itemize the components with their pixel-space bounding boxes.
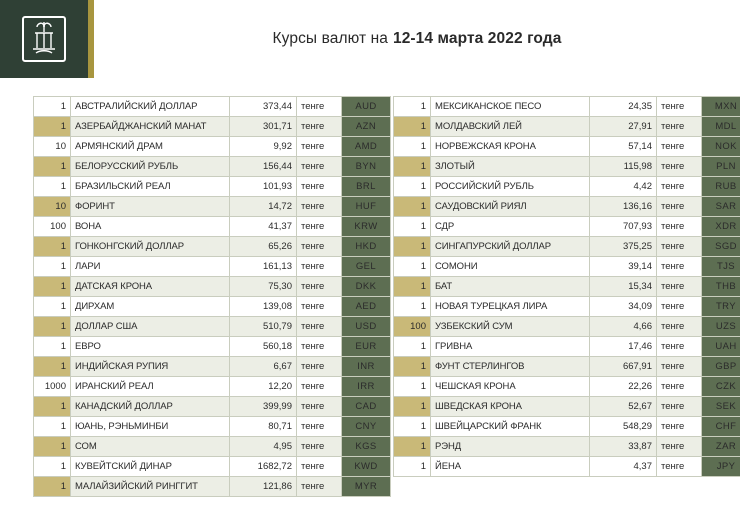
table-row — [34, 397, 391, 417]
currency-unit-label: тенге — [657, 297, 702, 317]
currency-rate-value: 510,79 — [230, 317, 297, 337]
currency-code: SAR — [702, 197, 740, 217]
currency-name: ЧЕШСКАЯ КРОНА — [431, 377, 590, 397]
currency-rate-value: 139,08 — [230, 297, 297, 317]
table-row — [394, 237, 740, 257]
table-row — [34, 277, 391, 297]
currency-rate-value: 667,91 — [590, 357, 657, 377]
currency-name: КУВЕЙТСКИЙ ДИНАР — [71, 457, 230, 477]
currency-quantity: 10 — [34, 197, 71, 217]
currency-unit-label: тенге — [657, 337, 702, 357]
currency-code: PLN — [702, 157, 740, 177]
table-row — [394, 417, 740, 437]
currency-unit-label: тенге — [297, 217, 342, 237]
currency-quantity: 1 — [34, 97, 71, 117]
currency-name: СОМОНИ — [431, 257, 590, 277]
currency-code: CAD — [342, 397, 391, 417]
currency-rate-value: 375,25 — [590, 237, 657, 257]
currency-quantity: 1 — [394, 417, 431, 437]
rates-table-left — [33, 96, 378, 497]
currency-name: АЗЕРБАЙДЖАНСКИЙ МАНАТ — [71, 117, 230, 137]
currency-unit-label: тенге — [297, 177, 342, 197]
currency-rate-value: 15,34 — [590, 277, 657, 297]
table-row — [394, 97, 740, 117]
currency-name: ГОНКОНГСКИЙ ДОЛЛАР — [71, 237, 230, 257]
currency-rate-value: 9,92 — [230, 137, 297, 157]
currency-rate-value: 115,98 — [590, 157, 657, 177]
currency-name: ЛАРИ — [71, 257, 230, 277]
currency-quantity: 100 — [394, 317, 431, 337]
currency-unit-label: тенге — [297, 457, 342, 477]
table-row — [394, 397, 740, 417]
currency-code: DKK — [342, 277, 391, 297]
currency-name: УЗБЕКСКИЙ СУМ — [431, 317, 590, 337]
currency-name: ДАТСКАЯ КРОНА — [71, 277, 230, 297]
currency-quantity: 1 — [394, 217, 431, 237]
currency-rate-value: 57,14 — [590, 137, 657, 157]
currency-code: HUF — [342, 197, 391, 217]
currency-name: РЭНД — [431, 437, 590, 457]
table-row — [34, 197, 391, 217]
currency-rate-value: 548,29 — [590, 417, 657, 437]
table-row — [394, 317, 740, 337]
currency-rate-value: 301,71 — [230, 117, 297, 137]
currency-name: ДОЛЛАР США — [71, 317, 230, 337]
currency-unit-label: тенге — [297, 97, 342, 117]
currency-quantity: 1 — [34, 337, 71, 357]
currency-code: BRL — [342, 177, 391, 197]
currency-rate-value: 4,37 — [590, 457, 657, 477]
page-title-plain: Курсы валют на — [272, 30, 388, 47]
currency-quantity: 1000 — [34, 377, 71, 397]
table-row — [34, 137, 391, 157]
currency-code: KWD — [342, 457, 391, 477]
currency-quantity: 1 — [34, 397, 71, 417]
currency-code: TJS — [702, 257, 740, 277]
currency-quantity: 1 — [394, 277, 431, 297]
table-row — [34, 297, 391, 317]
currency-rate-value: 373,44 — [230, 97, 297, 117]
currency-quantity: 1 — [394, 137, 431, 157]
currency-name: САУДОВСКИЙ РИЯЛ — [431, 197, 590, 217]
currency-quantity: 1 — [394, 437, 431, 457]
currency-quantity: 1 — [394, 257, 431, 277]
table-row — [394, 357, 740, 377]
currency-name: БЕЛОРУССКИЙ РУБЛЬ — [71, 157, 230, 177]
currency-unit-label: тенге — [297, 477, 342, 497]
currency-rate-value: 4,42 — [590, 177, 657, 197]
currency-quantity: 1 — [34, 357, 71, 377]
table-row — [394, 217, 740, 237]
currency-code: EUR — [342, 337, 391, 357]
currency-quantity: 100 — [34, 217, 71, 237]
currency-unit-label: тенге — [297, 277, 342, 297]
currency-name: КАНАДСКИЙ ДОЛЛАР — [71, 397, 230, 417]
table-row — [34, 457, 391, 477]
currency-code: UZS — [702, 317, 740, 337]
currency-name: ГРИВНА — [431, 337, 590, 357]
currency-code: RUB — [702, 177, 740, 197]
table-row — [394, 257, 740, 277]
currency-name: БРАЗИЛЬСКИЙ РЕАЛ — [71, 177, 230, 197]
logo-block — [0, 0, 88, 78]
currency-name: СИНГАПУРСКИЙ ДОЛЛАР — [431, 237, 590, 257]
rates-table-right — [393, 96, 738, 477]
currency-rate-value: 65,26 — [230, 237, 297, 257]
currency-code: MYR — [342, 477, 391, 497]
currency-unit-label: тенге — [657, 177, 702, 197]
currency-rate-value: 1682,72 — [230, 457, 297, 477]
currency-code: AZN — [342, 117, 391, 137]
currency-rate-value: 156,44 — [230, 157, 297, 177]
currency-quantity: 1 — [394, 97, 431, 117]
currency-unit-label: тенге — [657, 237, 702, 257]
table-row — [34, 217, 391, 237]
currency-code: ZAR — [702, 437, 740, 457]
currency-name: ИНДИЙСКАЯ РУПИЯ — [71, 357, 230, 377]
currency-code: XDR — [702, 217, 740, 237]
currency-code: GBP — [702, 357, 740, 377]
currency-unit-label: тенге — [657, 97, 702, 117]
currency-name: СОМ — [71, 437, 230, 457]
currency-unit-label: тенге — [297, 257, 342, 277]
currency-unit-label: тенге — [657, 217, 702, 237]
currency-name: ВОНА — [71, 217, 230, 237]
table-row — [34, 117, 391, 137]
currency-rate-value: 4,95 — [230, 437, 297, 457]
table-row — [34, 477, 391, 497]
table-row — [34, 417, 391, 437]
table-row — [34, 257, 391, 277]
currency-quantity: 1 — [34, 317, 71, 337]
currency-code: HKD — [342, 237, 391, 257]
table-row — [394, 137, 740, 157]
currency-unit-label: тенге — [657, 437, 702, 457]
currency-quantity: 1 — [394, 457, 431, 477]
currency-rate-value: 39,14 — [590, 257, 657, 277]
currency-name: НОВАЯ ТУРЕЦКАЯ ЛИРА — [431, 297, 590, 317]
currency-quantity: 1 — [394, 357, 431, 377]
currency-code: KGS — [342, 437, 391, 457]
currency-rate-value: 707,93 — [590, 217, 657, 237]
currency-unit-label: тенге — [297, 357, 342, 377]
currency-quantity: 1 — [34, 117, 71, 137]
currency-unit-label: тенге — [297, 337, 342, 357]
table-row — [34, 97, 391, 117]
currency-name: АРМЯНСКИЙ ДРАМ — [71, 137, 230, 157]
currency-rate-value: 136,16 — [590, 197, 657, 217]
table-row — [394, 277, 740, 297]
currency-name: АВСТРАЛИЙСКИЙ ДОЛЛАР — [71, 97, 230, 117]
currency-rate-value: 121,86 — [230, 477, 297, 497]
currency-code: GEL — [342, 257, 391, 277]
national-bank-emblem-icon — [22, 16, 66, 62]
currency-code: MXN — [702, 97, 740, 117]
table-row — [34, 377, 391, 397]
page-header — [0, 0, 740, 78]
currency-name: РОССИЙСКИЙ РУБЛЬ — [431, 177, 590, 197]
currency-code: AMD — [342, 137, 391, 157]
currency-rate-value: 17,46 — [590, 337, 657, 357]
currency-name: ФОРИНТ — [71, 197, 230, 217]
currency-rate-value: 101,93 — [230, 177, 297, 197]
currency-code: SGD — [702, 237, 740, 257]
currency-quantity: 1 — [34, 237, 71, 257]
currency-code: MDL — [702, 117, 740, 137]
currency-unit-label: тенге — [657, 157, 702, 177]
currency-name: ЙЕНА — [431, 457, 590, 477]
currency-quantity: 1 — [394, 397, 431, 417]
currency-rate-value: 560,18 — [230, 337, 297, 357]
currency-name: ИРАНСКИЙ РЕАЛ — [71, 377, 230, 397]
currency-unit-label: тенге — [297, 157, 342, 177]
table-row — [34, 317, 391, 337]
currency-rate-value: 399,99 — [230, 397, 297, 417]
currency-unit-label: тенге — [297, 417, 342, 437]
table-row — [34, 177, 391, 197]
currency-quantity: 1 — [34, 277, 71, 297]
table-row — [394, 117, 740, 137]
page-title-date: 12-14 марта 2022 года — [392, 30, 562, 47]
table-row — [394, 457, 740, 477]
currency-code: AUD — [342, 97, 391, 117]
currency-code: UAH — [702, 337, 740, 357]
currency-rate-value: 41,37 — [230, 217, 297, 237]
currency-name: ЗЛОТЫЙ — [431, 157, 590, 177]
currency-quantity: 1 — [34, 257, 71, 277]
currency-rate-value: 22,26 — [590, 377, 657, 397]
currency-name: МАЛАЙЗИЙСКИЙ РИНГГИТ — [71, 477, 230, 497]
currency-quantity: 1 — [34, 437, 71, 457]
currency-unit-label: тенге — [657, 317, 702, 337]
currency-quantity: 1 — [394, 237, 431, 257]
currency-quantity: 1 — [394, 197, 431, 217]
currency-unit-label: тенге — [657, 397, 702, 417]
currency-quantity: 1 — [34, 457, 71, 477]
currency-rate-value: 27,91 — [590, 117, 657, 137]
table-row — [34, 157, 391, 177]
currency-unit-label: тенге — [297, 437, 342, 457]
currency-rate-value: 6,67 — [230, 357, 297, 377]
currency-quantity: 10 — [34, 137, 71, 157]
currency-name: ЮАНЬ, РЭНЬМИНБИ — [71, 417, 230, 437]
table-row — [394, 177, 740, 197]
currency-code: IRR — [342, 377, 391, 397]
currency-quantity: 1 — [394, 337, 431, 357]
currency-unit-label: тенге — [657, 277, 702, 297]
currency-code: USD — [342, 317, 391, 337]
currency-rate-value: 52,67 — [590, 397, 657, 417]
currency-quantity: 1 — [34, 297, 71, 317]
currency-code: CZK — [702, 377, 740, 397]
currency-rate-value: 33,87 — [590, 437, 657, 457]
currency-unit-label: тенге — [657, 377, 702, 397]
currency-quantity: 1 — [394, 377, 431, 397]
currency-code: KRW — [342, 217, 391, 237]
currency-rate-value: 4,66 — [590, 317, 657, 337]
currency-rate-value: 12,20 — [230, 377, 297, 397]
currency-quantity: 1 — [394, 297, 431, 317]
currency-unit-label: тенге — [657, 417, 702, 437]
currency-unit-label: тенге — [297, 137, 342, 157]
currency-unit-label: тенге — [297, 297, 342, 317]
currency-code: SEK — [702, 397, 740, 417]
currency-code: AED — [342, 297, 391, 317]
currency-unit-label: тенге — [297, 117, 342, 137]
currency-code: NOK — [702, 137, 740, 157]
currency-unit-label: тенге — [657, 457, 702, 477]
currency-code: CNY — [342, 417, 391, 437]
table-row — [34, 357, 391, 377]
currency-unit-label: тенге — [657, 257, 702, 277]
currency-unit-label: тенге — [657, 357, 702, 377]
table-row — [34, 237, 391, 257]
currency-unit-label: тенге — [297, 397, 342, 417]
currency-name: ДИРХАМ — [71, 297, 230, 317]
currency-unit-label: тенге — [297, 237, 342, 257]
currency-unit-label: тенге — [297, 317, 342, 337]
currency-quantity: 1 — [34, 477, 71, 497]
currency-quantity: 1 — [34, 417, 71, 437]
currency-code: TRY — [702, 297, 740, 317]
currency-unit-label: тенге — [297, 377, 342, 397]
currency-unit-label: тенге — [297, 197, 342, 217]
currency-name: ШВЕДСКАЯ КРОНА — [431, 397, 590, 417]
rates-right-body — [394, 97, 740, 477]
table-row — [394, 337, 740, 357]
table-row — [34, 437, 391, 457]
currency-quantity: 1 — [394, 177, 431, 197]
currency-name: НОРВЕЖСКАЯ КРОНА — [431, 137, 590, 157]
currency-code: CHF — [702, 417, 740, 437]
currency-quantity: 1 — [34, 157, 71, 177]
table-row — [34, 337, 391, 357]
currency-name: ШВЕЙЦАРСКИЙ ФРАНК — [431, 417, 590, 437]
table-row — [394, 197, 740, 217]
currency-name: ФУНТ СТЕРЛИНГОВ — [431, 357, 590, 377]
table-row — [394, 157, 740, 177]
currency-rate-value: 75,30 — [230, 277, 297, 297]
currency-quantity: 1 — [394, 117, 431, 137]
currency-name: ЕВРО — [71, 337, 230, 357]
currency-unit-label: тенге — [657, 117, 702, 137]
currency-name: МОЛДАВСКИЙ ЛЕЙ — [431, 117, 590, 137]
rates-left-body — [34, 97, 391, 497]
currency-rate-value: 161,13 — [230, 257, 297, 277]
currency-name: БАТ — [431, 277, 590, 297]
currency-code: INR — [342, 357, 391, 377]
page-title — [94, 0, 740, 78]
currency-rate-value: 80,71 — [230, 417, 297, 437]
currency-rate-value: 24,35 — [590, 97, 657, 117]
currency-rate-value: 14,72 — [230, 197, 297, 217]
currency-unit-label: тенге — [657, 197, 702, 217]
table-row — [394, 437, 740, 457]
table-row — [394, 297, 740, 317]
currency-code: JPY — [702, 457, 740, 477]
table-row — [394, 377, 740, 397]
currency-rate-value: 34,09 — [590, 297, 657, 317]
currency-quantity: 1 — [394, 157, 431, 177]
currency-name: МЕКСИКАНСКОЕ ПЕСО — [431, 97, 590, 117]
currency-code: BYN — [342, 157, 391, 177]
currency-unit-label: тенге — [657, 137, 702, 157]
currency-quantity: 1 — [34, 177, 71, 197]
currency-code: THB — [702, 277, 740, 297]
currency-name: СДР — [431, 217, 590, 237]
